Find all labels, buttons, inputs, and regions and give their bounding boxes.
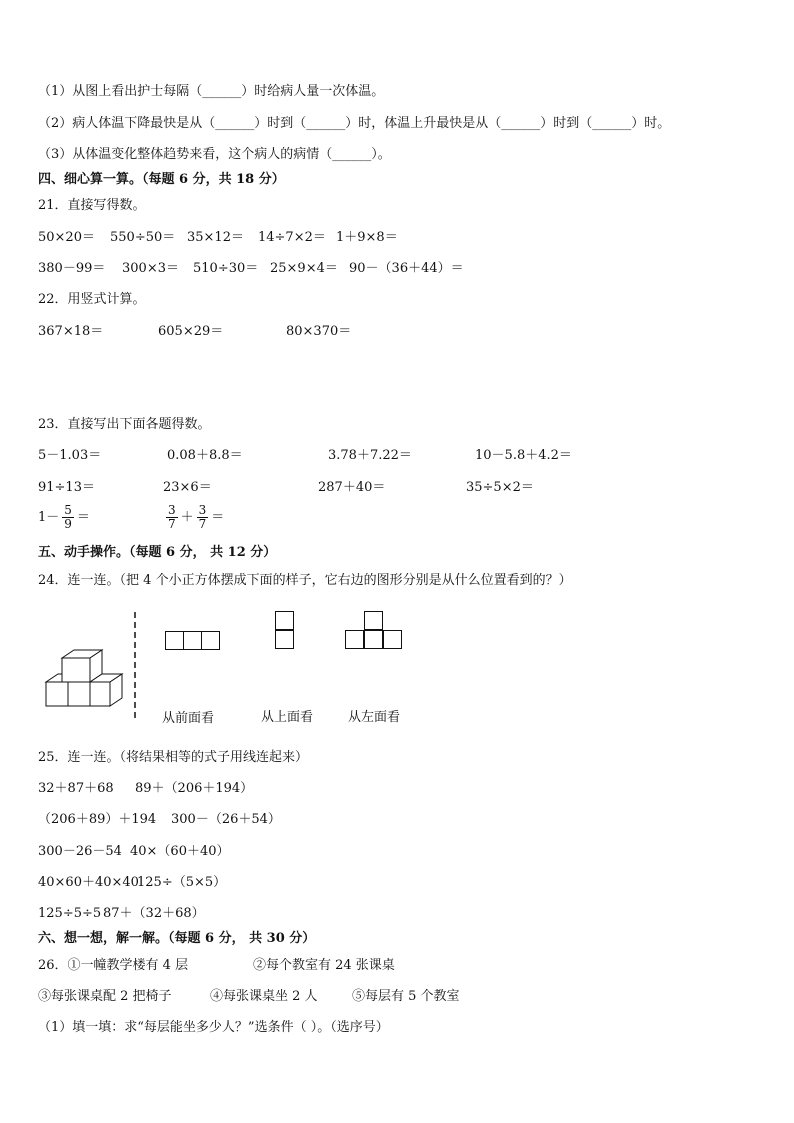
- view-label-top: 从上面看: [261, 710, 314, 725]
- frac-operator: ＋: [180, 510, 194, 525]
- q23-item: 287＋40＝: [318, 480, 386, 495]
- fraction: [197, 504, 209, 531]
- q21-item: 35×12＝: [187, 230, 244, 245]
- section6-title: 六、想一想，解一解。（每题 6 分， 共 30 分）: [38, 931, 316, 946]
- q26-condition: ②每个教室有 24 张课桌: [253, 958, 395, 973]
- q24-title: 24．连一连。（把 4 个小正方体摆成下面的样子，它右边的图形分别是从什么位置看到的？）: [38, 573, 572, 588]
- q25-left-expr: 40×60＋40×40: [38, 875, 139, 890]
- q20-sub2: （2）病人体温下降最快是从（______）时到（______）时，体温上升最快是从（______）时到（______）时。: [38, 116, 671, 131]
- q25-right-expr: 300－（26＋54）: [171, 812, 281, 827]
- q26-sub1: （1）填一填：求“每层能坐多少人？”选条件（ ）。（选序号）: [38, 1020, 389, 1035]
- q23-fraction-item-1: [38, 504, 90, 531]
- q23-item: 5－1.03＝: [38, 448, 102, 463]
- cube-top-face: [46, 674, 62, 682]
- q26-condition: ④每张课桌坐 2 人: [210, 989, 318, 1004]
- denominator: 7: [198, 517, 207, 531]
- q26-condition: 26．①一幢教学楼有 4 层: [38, 958, 189, 973]
- q26-condition: ③每张课桌配 2 把椅子: [38, 989, 172, 1004]
- q21-item: 50×20＝: [38, 230, 95, 245]
- q21-item: 1＋9×8＝: [336, 230, 398, 245]
- q25-right-expr: 89＋（206＋194）: [135, 781, 254, 796]
- section5-title: 五、动手操作。（每题 6 分， 共 12 分）: [38, 545, 277, 560]
- q21-item: 300×3＝: [122, 261, 179, 276]
- view-figure-column: [275, 611, 295, 650]
- q23-title: 23．直接写出下面各题得数。: [38, 417, 211, 432]
- cube-front-face: [90, 682, 110, 706]
- cube-stack-figure: [44, 648, 128, 710]
- q21-item: 510÷30＝: [193, 261, 259, 276]
- q22-item: 80×370＝: [286, 324, 352, 339]
- q26-condition: ⑤每层有 5 个教室: [352, 989, 460, 1004]
- q21-item: 25×9×4＝: [270, 261, 338, 276]
- q21-item: 380－99＝: [38, 261, 106, 276]
- view-label-front: 从前面看: [162, 711, 215, 726]
- frac-tail: ＝: [76, 510, 90, 525]
- numerator: 3: [198, 503, 207, 517]
- fraction: [62, 504, 74, 531]
- numerator: 5: [64, 503, 72, 517]
- frac-lead: 1－: [38, 510, 60, 525]
- q22-item: 367×18＝: [38, 324, 104, 339]
- q23-fraction-item-2: [163, 504, 224, 531]
- denominator: 7: [168, 517, 176, 531]
- q25-left-expr: 125÷5÷5: [38, 906, 102, 921]
- view-figure-row: [165, 631, 221, 650]
- q21-item: 14÷7×2＝: [258, 230, 326, 245]
- q20-sub1: （1）从图上看出护士每隔（______）时给病人量一次体温。: [38, 84, 385, 99]
- section4-title: 四、细心算一算。（每题 6 分，共 18 分）: [38, 172, 285, 187]
- q23-item: 91÷13＝: [38, 480, 95, 495]
- q25-left-expr: （206＋89）＋194: [38, 812, 157, 827]
- q25-right-expr: 40×（60＋40）: [130, 844, 230, 859]
- denominator: 9: [64, 517, 72, 531]
- dashed-divider: [130, 612, 140, 722]
- q23-item: 3.78＋7.22＝: [328, 448, 412, 463]
- q25-left-expr: 300－26－54: [38, 844, 122, 859]
- q20-sub3: （3）从体温变化整体趋势来看，这个病人的病情（______）。: [38, 147, 391, 162]
- cube-front-face: [62, 658, 90, 682]
- q23-item: 0.08＋8.8＝: [167, 448, 243, 463]
- frac-tail: ＝: [211, 510, 225, 525]
- q22-item: 605×29＝: [158, 324, 224, 339]
- q22-title: 22．用竖式计算。: [38, 292, 146, 307]
- cube-front-face: [46, 682, 68, 706]
- q21-item: 90－（36＋44）＝: [349, 261, 464, 276]
- q25-right-expr: 125÷（5×5）: [137, 875, 227, 890]
- q25-right-expr: 87＋（32＋68）: [103, 906, 205, 921]
- q23-item: 23×6＝: [163, 480, 212, 495]
- q23-item: 10－5.8＋4.2＝: [475, 448, 572, 463]
- q25-title: 25．连一连。（将结果相等的式子用线连起来）: [38, 750, 309, 765]
- view-label-left: 从左面看: [348, 710, 401, 725]
- numerator: 3: [168, 503, 176, 517]
- q25-left-expr: 32＋87＋68: [38, 781, 114, 796]
- q23-item: 35÷5×2＝: [466, 480, 534, 495]
- cube-front-face: [68, 682, 90, 706]
- fraction: [166, 504, 178, 531]
- q21-item: 550÷50＝: [110, 230, 176, 245]
- q21-title: 21．直接写得数。: [38, 198, 146, 213]
- view-figure-t-shape: [345, 611, 403, 650]
